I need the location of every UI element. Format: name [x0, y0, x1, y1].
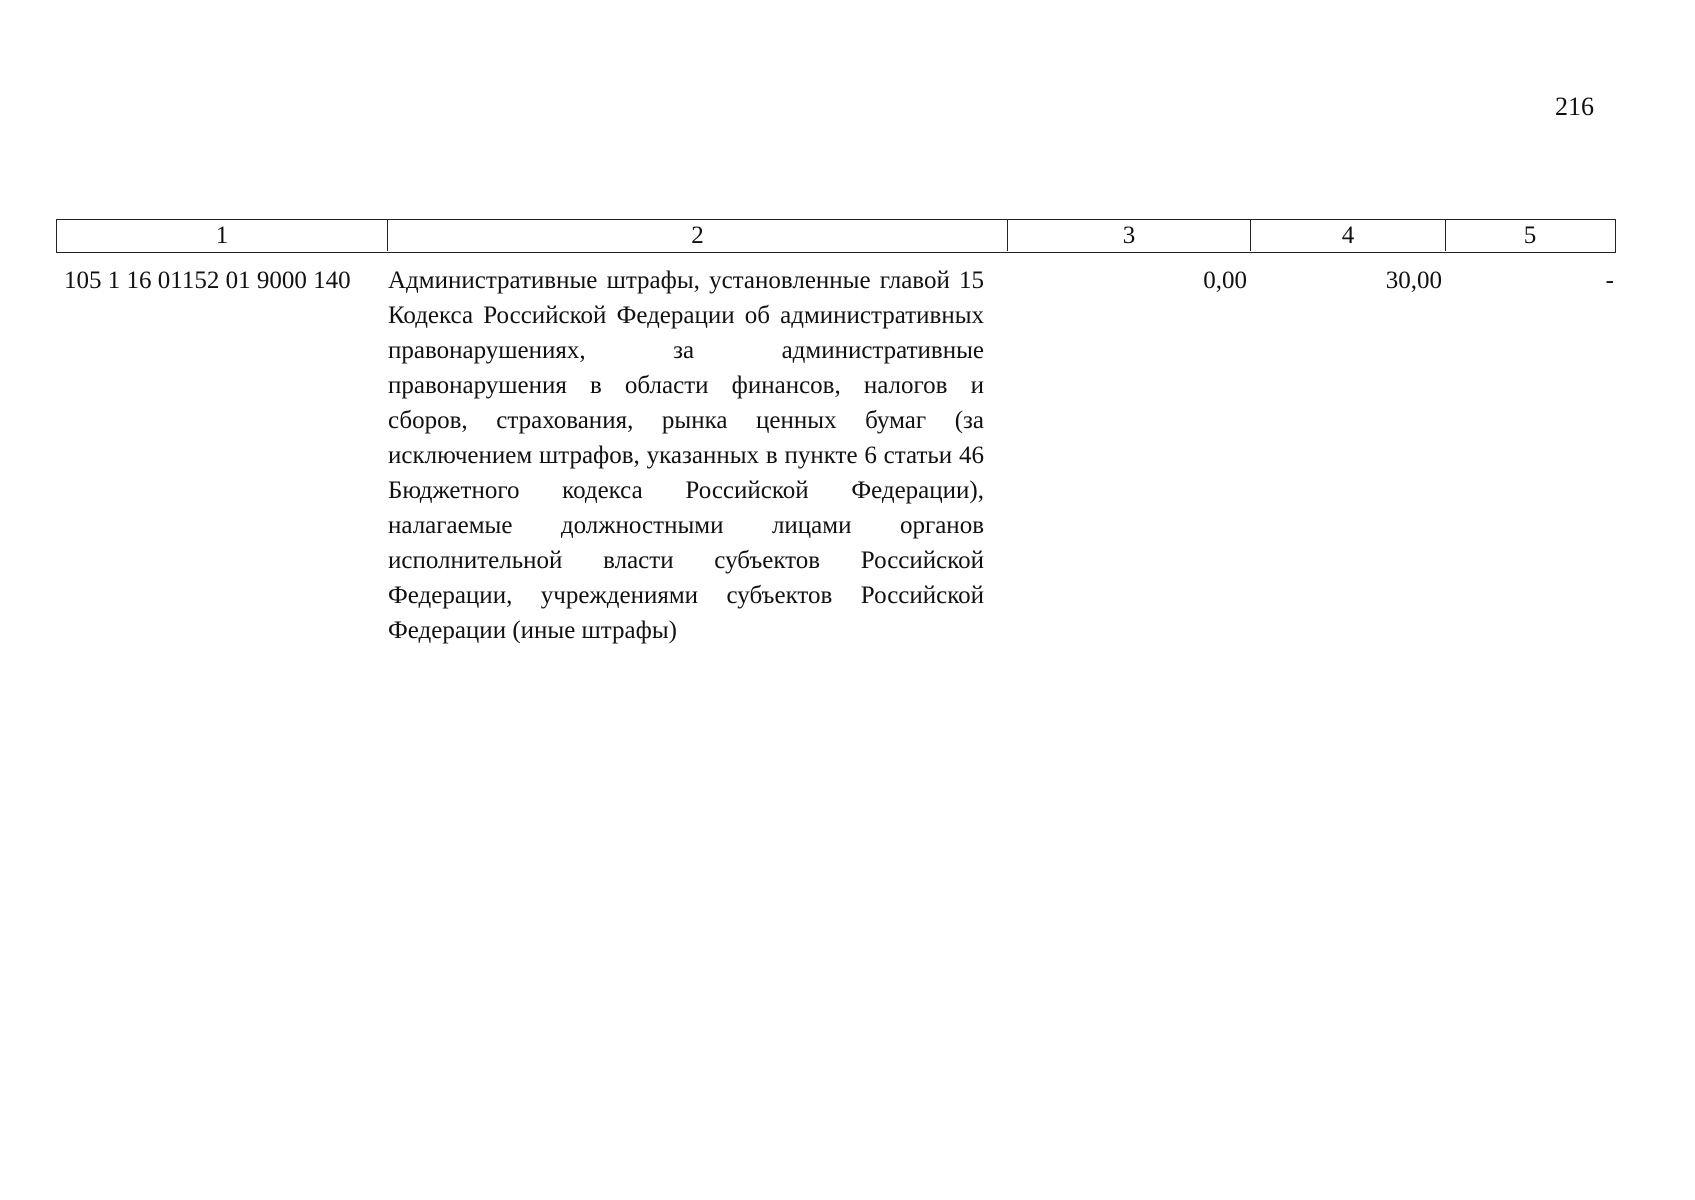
column-header-4: 4 [1250, 220, 1445, 251]
column-header-2: 2 [387, 220, 1007, 251]
page-number: 216 [1555, 92, 1594, 121]
column-header-5: 5 [1445, 220, 1614, 251]
table-header-row [56, 219, 1616, 253]
income-description: Административные штрафы, установленные главой 15 Кодекса Российской Федерации об административных правонарушениях, за административные правонарушения в области финансов, налогов и сборов, страхования, рынка ценных бумаг (за исключением штрафов, указанных в пункте 6 статьи 46 Бюджетного кодекса Российской Федерации), налагаемые должностными лицами органов исполнительной власти субъектов Российской Федерации, учреждениями субъектов Российской Федерации (иные штрафы) [388, 267, 984, 644]
value-column-3: 0,00 [1203, 267, 1247, 294]
budget-table [56, 219, 1616, 673]
table-row [56, 253, 1616, 673]
column-header-3: 3 [1007, 220, 1250, 251]
column-header-1: 1 [215, 222, 229, 249]
value-column-5: - [1605, 267, 1614, 294]
value-column-4: 30,00 [1385, 267, 1442, 294]
budget-classification-code: 105 1 16 01152 01 9000 140 [64, 267, 351, 294]
